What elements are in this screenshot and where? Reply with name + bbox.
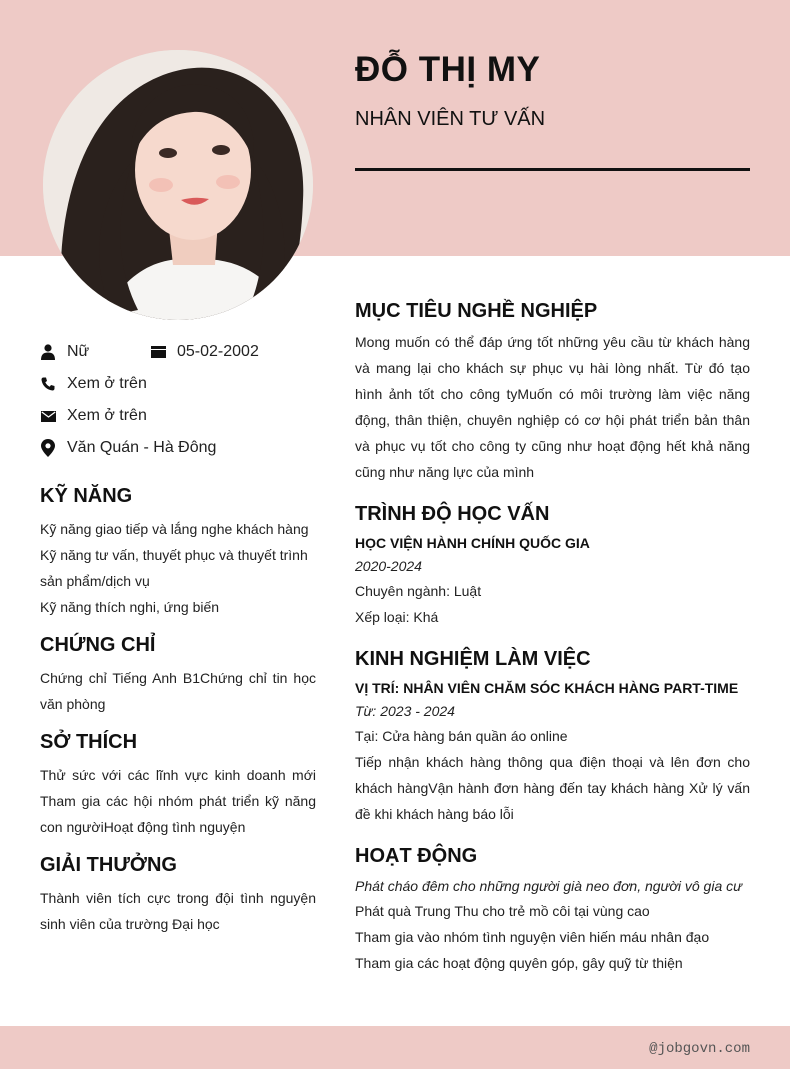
hobbies-section — [40, 731, 316, 840]
gender-text: Nữ — [67, 343, 90, 360]
education-grade: Xếp loại: Khá — [355, 609, 439, 625]
calendar-icon — [150, 344, 166, 360]
skills-heading: KỸ NĂNG — [40, 485, 133, 507]
email-text: Xem ở trên — [67, 407, 147, 424]
experience-period: Từ: 2023 - 2024 — [355, 703, 455, 719]
objective-heading: MỤC TIÊU NGHỀ NGHIỆP — [355, 300, 598, 322]
activity-item: Phát quà Trung Thu cho trẻ mồ côi tại vùng cao — [355, 903, 650, 919]
hobbies-text: Thử sức với các lĩnh vực kinh doanh mới Tham gia các hội nhóm phát triển kỹ năng con ngườiHoạt động tình nguyện — [40, 767, 316, 835]
address-text: Văn Quán - Hà Đông — [67, 439, 217, 456]
candidate-name: ĐỖ THỊ MY — [355, 50, 541, 89]
certificates-text: Chứng chỉ Tiếng Anh B1Chứng chỉ tin học văn phòng — [40, 670, 316, 712]
activity-item: Tham gia vào nhóm tình nguyện viên hiến máu nhân đạo — [355, 929, 710, 945]
experience-description: Tiếp nhận khách hàng thông qua điện thoại và lên đơn cho khách hàngVận hành đơn hàng đến tay khách hàng Xử lý vấn đề khi khách hàng báo lỗi — [355, 754, 750, 822]
awards-text: Thành viên tích cực trong đội tình nguyện sinh viên của trường Đại học — [40, 890, 316, 932]
location-pin-icon — [40, 440, 56, 456]
education-heading: TRÌNH ĐỘ HỌC VẤN — [355, 503, 550, 525]
experience-section — [355, 648, 750, 827]
skill-item: Kỹ năng thích nghi, ứng biến — [40, 599, 220, 615]
experience-place: Tại: Cửa hàng bán quần áo online — [355, 728, 568, 744]
certificates-heading: CHỨNG CHỈ — [40, 634, 156, 656]
skill-item: Kỹ năng giao tiếp và lắng nghe khách hàng — [40, 521, 309, 537]
left-column — [40, 485, 316, 951]
skills-section — [40, 485, 316, 620]
birthday-text: 05-02-2002 — [177, 343, 259, 360]
contact-address — [40, 439, 216, 457]
skill-item: Kỹ năng tư vấn, thuyết phục và thuyết trình sản phẩm/dịch vụ — [40, 547, 308, 589]
activities-heading: HOẠT ĐỘNG — [355, 845, 478, 867]
hobbies-heading: SỞ THÍCH — [40, 731, 138, 753]
school-name: HỌC VIỆN HÀNH CHÍNH QUỐC GIA — [355, 535, 590, 551]
contact-gender — [40, 343, 89, 361]
right-column — [355, 300, 750, 994]
awards-heading: GIẢI THƯỞNG — [40, 854, 177, 876]
activity-highlight: Phát cháo đêm cho những người già neo đơn, người vô gia cư — [355, 878, 743, 894]
contact-birthday — [150, 343, 259, 361]
person-icon — [40, 344, 56, 360]
activities-section — [355, 845, 750, 976]
certificates-section — [40, 634, 316, 717]
mail-icon — [40, 408, 56, 424]
phone-text: Xem ở trên — [67, 375, 147, 392]
contact-email — [40, 407, 147, 425]
objective-text: Mong muốn có thể đáp ứng tốt những yêu cầu từ khách hàng và mang lại cho khách sự phục vụ hài lòng nhất. Từ đó tạo hình ảnh tốt cho công tyMuốn có môi trường làm việc năng động, thân thiện, chuyên nghiệp có cơ hội phát triển bản thân và phục vụ tốt cho công ty cũng như hoạt động hết khả năng cũng như năng lực của mình — [355, 334, 750, 480]
objective-section — [355, 300, 750, 485]
awards-section — [40, 854, 316, 937]
footer-watermark: @jobgovn.com — [649, 1041, 750, 1057]
profile-photo — [43, 50, 313, 320]
experience-heading: KINH NGHIỆM LÀM VIỆC — [355, 648, 591, 670]
education-major: Chuyên ngành: Luật — [355, 583, 482, 599]
job-title: NHÂN VIÊN TƯ VẤN — [355, 108, 546, 130]
education-period: 2020-2024 — [355, 558, 422, 574]
title-divider — [355, 168, 750, 171]
education-section — [355, 503, 750, 630]
contact-phone — [40, 375, 147, 393]
phone-icon — [40, 376, 56, 392]
experience-position: VỊ TRÍ: NHÂN VIÊN CHĂM SÓC KHÁCH HÀNG PART-TIME — [355, 680, 739, 696]
activity-item: Tham gia các hoạt động quyên góp, gây quỹ từ thiện — [355, 955, 683, 971]
